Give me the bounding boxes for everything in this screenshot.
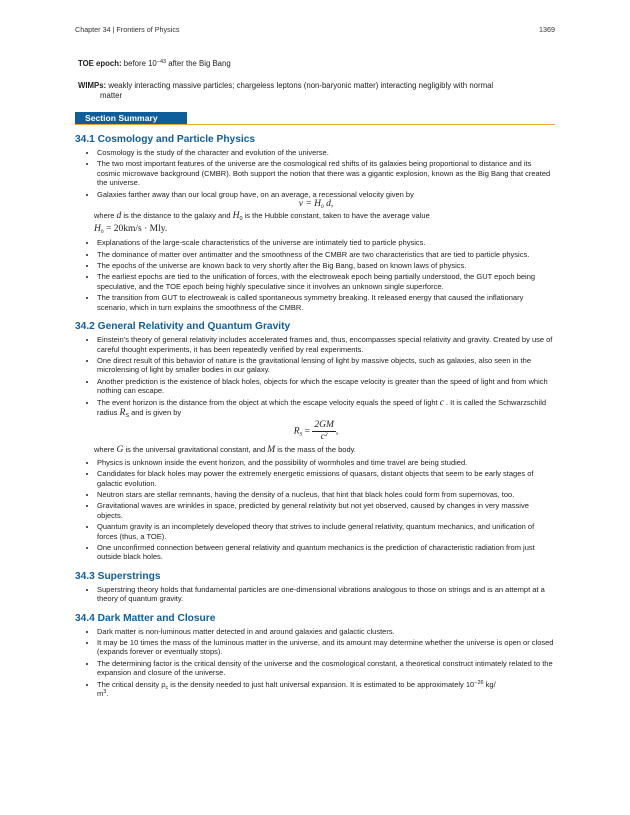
equation-hubble-constant: $H_0 = 20km/s$ · Mly.: [94, 223, 168, 235]
chapter-title: Chapter 34 | Frontiers of Physics: [75, 25, 180, 34]
list-item: • The transition from GUT to electroweak is called spontaneous symmetry breaking. It released energy that caused the inflationary scenario, which in turn explains the smoothness of the CMBR.: [97, 293, 555, 312]
equation-hubble-law: $v = H_0$ d,: [298, 199, 334, 211]
list-item: • Neutron stars are stellar remnants, having the density of a nucleus, that hint that black holes could form from supernovas, too.: [97, 490, 555, 499]
glossary-entry-toe-epoch: [78, 59, 548, 69]
list-item: • The earliest epochs are tied to the unification of forces, with the electroweak epoch being partially understood, the GUT epoch being speculative, and the TOE epoch being highly speculative since it involves an unknown single superforce.: [97, 272, 555, 291]
list-item: • Galaxies farther away than our local group have, on an average, a recessional velocity given by $v = H_0$ d, where d is the distance to the galaxy and $H_0$ is the Hubble constant, taken to have the average value $H_0 = 20km/s$ · Mly.: [97, 190, 555, 235]
equation-schwarzschild-radius: $R_S$ = $\frac{2GM}{c^2}$ ,: [293, 420, 339, 443]
glossary-definition: weakly interacting massive particles; chargeless leptons (non-baryonic matter) interacting negligibly with normal: [108, 81, 494, 90]
glossary-term: WIMPs:: [78, 81, 107, 90]
list-item: • Einstein’s theory of general relativity includes accelerated frames and, thus, encompasses special relativity and gravity. Created by use of careful thought experiments, it has been repeatedly verified by real experiments.: [97, 335, 555, 354]
section-34-3: [75, 571, 555, 604]
list-item: • Explanations of the large-scale characteristics of the universe are intimately tied to particle physics.: [97, 238, 555, 247]
glossary-entry-wimps: [78, 81, 548, 101]
list-item: • One unconfirmed connection between general relativity and quantum mechanics is the prediction of characteristic radiation from just outside black holes.: [97, 543, 555, 562]
list-item: • The two most important features of the universe are the cosmological red shifts of its galaxies being proportional to distance and its cosmic microwave background (CMBR). Both support the notion that there was a gigantic explosion, known as the Big Bang that created the universe.: [97, 159, 555, 187]
glossary-term: TOE epoch:: [78, 59, 122, 68]
glossary-definition: before $10^{-43}$ after the Big Bang: [123, 59, 231, 68]
glossary-definition-continued: matter: [100, 91, 123, 100]
section-heading[interactable]: 34.4 Dark Matter and Closure: [75, 612, 216, 624]
equation-explanation: where d is the distance to the galaxy and $H_0$ is the Hubble constant, taken to have the average value: [94, 211, 430, 223]
page-number: 1369: [539, 25, 555, 34]
section-34-4: [75, 613, 555, 699]
section-34-1: [75, 134, 555, 312]
list-item: • One direct result of this behavior of nature is the gravitational lensing of light by massive objects, such as galaxies, also seen in the microlensing of light by smaller bodies in our galaxy.: [97, 356, 555, 375]
section-summary-banner: [75, 112, 555, 125]
list-item: • The event horizon is the distance from the object at which the escape velocity equals the speed of light c . It is called the Schwarzschild radius $R_S$ and is given by $R_S$ = $\frac{2GM}{c^2}$ , where G is the universal gravitational constant, and M is the mass of the body.: [97, 398, 555, 456]
summary-content: [75, 134, 555, 707]
section-34-2: [75, 321, 555, 562]
list-item: • The determining factor is the critical density of the universe and the cosmological constant, a theoretical construct intimately related to the expansion and closure of the universe.: [97, 659, 555, 678]
section-heading[interactable]: 34.1 Cosmology and Particle Physics: [75, 134, 256, 145]
section-heading[interactable]: 34.3 Superstrings: [75, 570, 161, 582]
list-item: • Superstring theory holds that fundamental particles are one-dimensional vibrations analogous to those on strings and is an attempt at a theory of quantum gravity.: [97, 585, 555, 604]
equation-explanation: where G is the universal gravitational constant, and M is the mass of the body.: [94, 445, 356, 456]
section-heading[interactable]: 34.2 General Relativity and Quantum Gravity: [75, 321, 291, 333]
list-item: • The critical density $\rho_c$ is the density needed to just halt universal expansion. It is estimated to be approximately $10^{-26}$ kg/ $m^3$.: [97, 680, 555, 699]
list-item: • Gravitational waves are wrinkles in space, predicted by general relativity but not yet observed, caused by changes in very massive objects.: [97, 501, 555, 520]
section-summary-title: Section Summary: [75, 112, 187, 124]
list-item: • Quantum gravity is an incompletely developed theory that strives to include general relativity, quantum mechanics, and unification of forces (thus, a TOE).: [97, 522, 555, 541]
list-item: • Another prediction is the existence of black holes, objects for which the escape velocity is greater than the speed of light and from which nothing can escape.: [97, 377, 555, 396]
list-item: • Cosmology is the study of the character and evolution of the universe.: [97, 148, 555, 157]
list-item: • Candidates for black holes may power the extremely energetic emissions of quasars, distant objects that seem to be early stages of galactic evolution.: [97, 469, 555, 488]
list-item: • It may be 10 times the mass of the luminous matter in the universe, and its amount may determine whether the universe is open or closed (expands forever or eventually stops).: [97, 638, 555, 657]
list-item: • Physics is unknown inside the event horizon, and the possibility of wormholes and time travel are being studied.: [97, 458, 555, 467]
list-item: • The epochs of the universe are known back to very shortly after the Big Bang, based on known laws of physics.: [97, 261, 555, 270]
list-item: • The dominance of matter over antimatter and the smoothness of the CMBR are two characteristics that are tied to particle physics.: [97, 250, 555, 259]
fraction: $\frac{2GM}{c^2}$: [314, 420, 334, 443]
list-item: • Dark matter is non-luminous matter detected in and around galaxies and galactic clusters.: [97, 627, 555, 636]
